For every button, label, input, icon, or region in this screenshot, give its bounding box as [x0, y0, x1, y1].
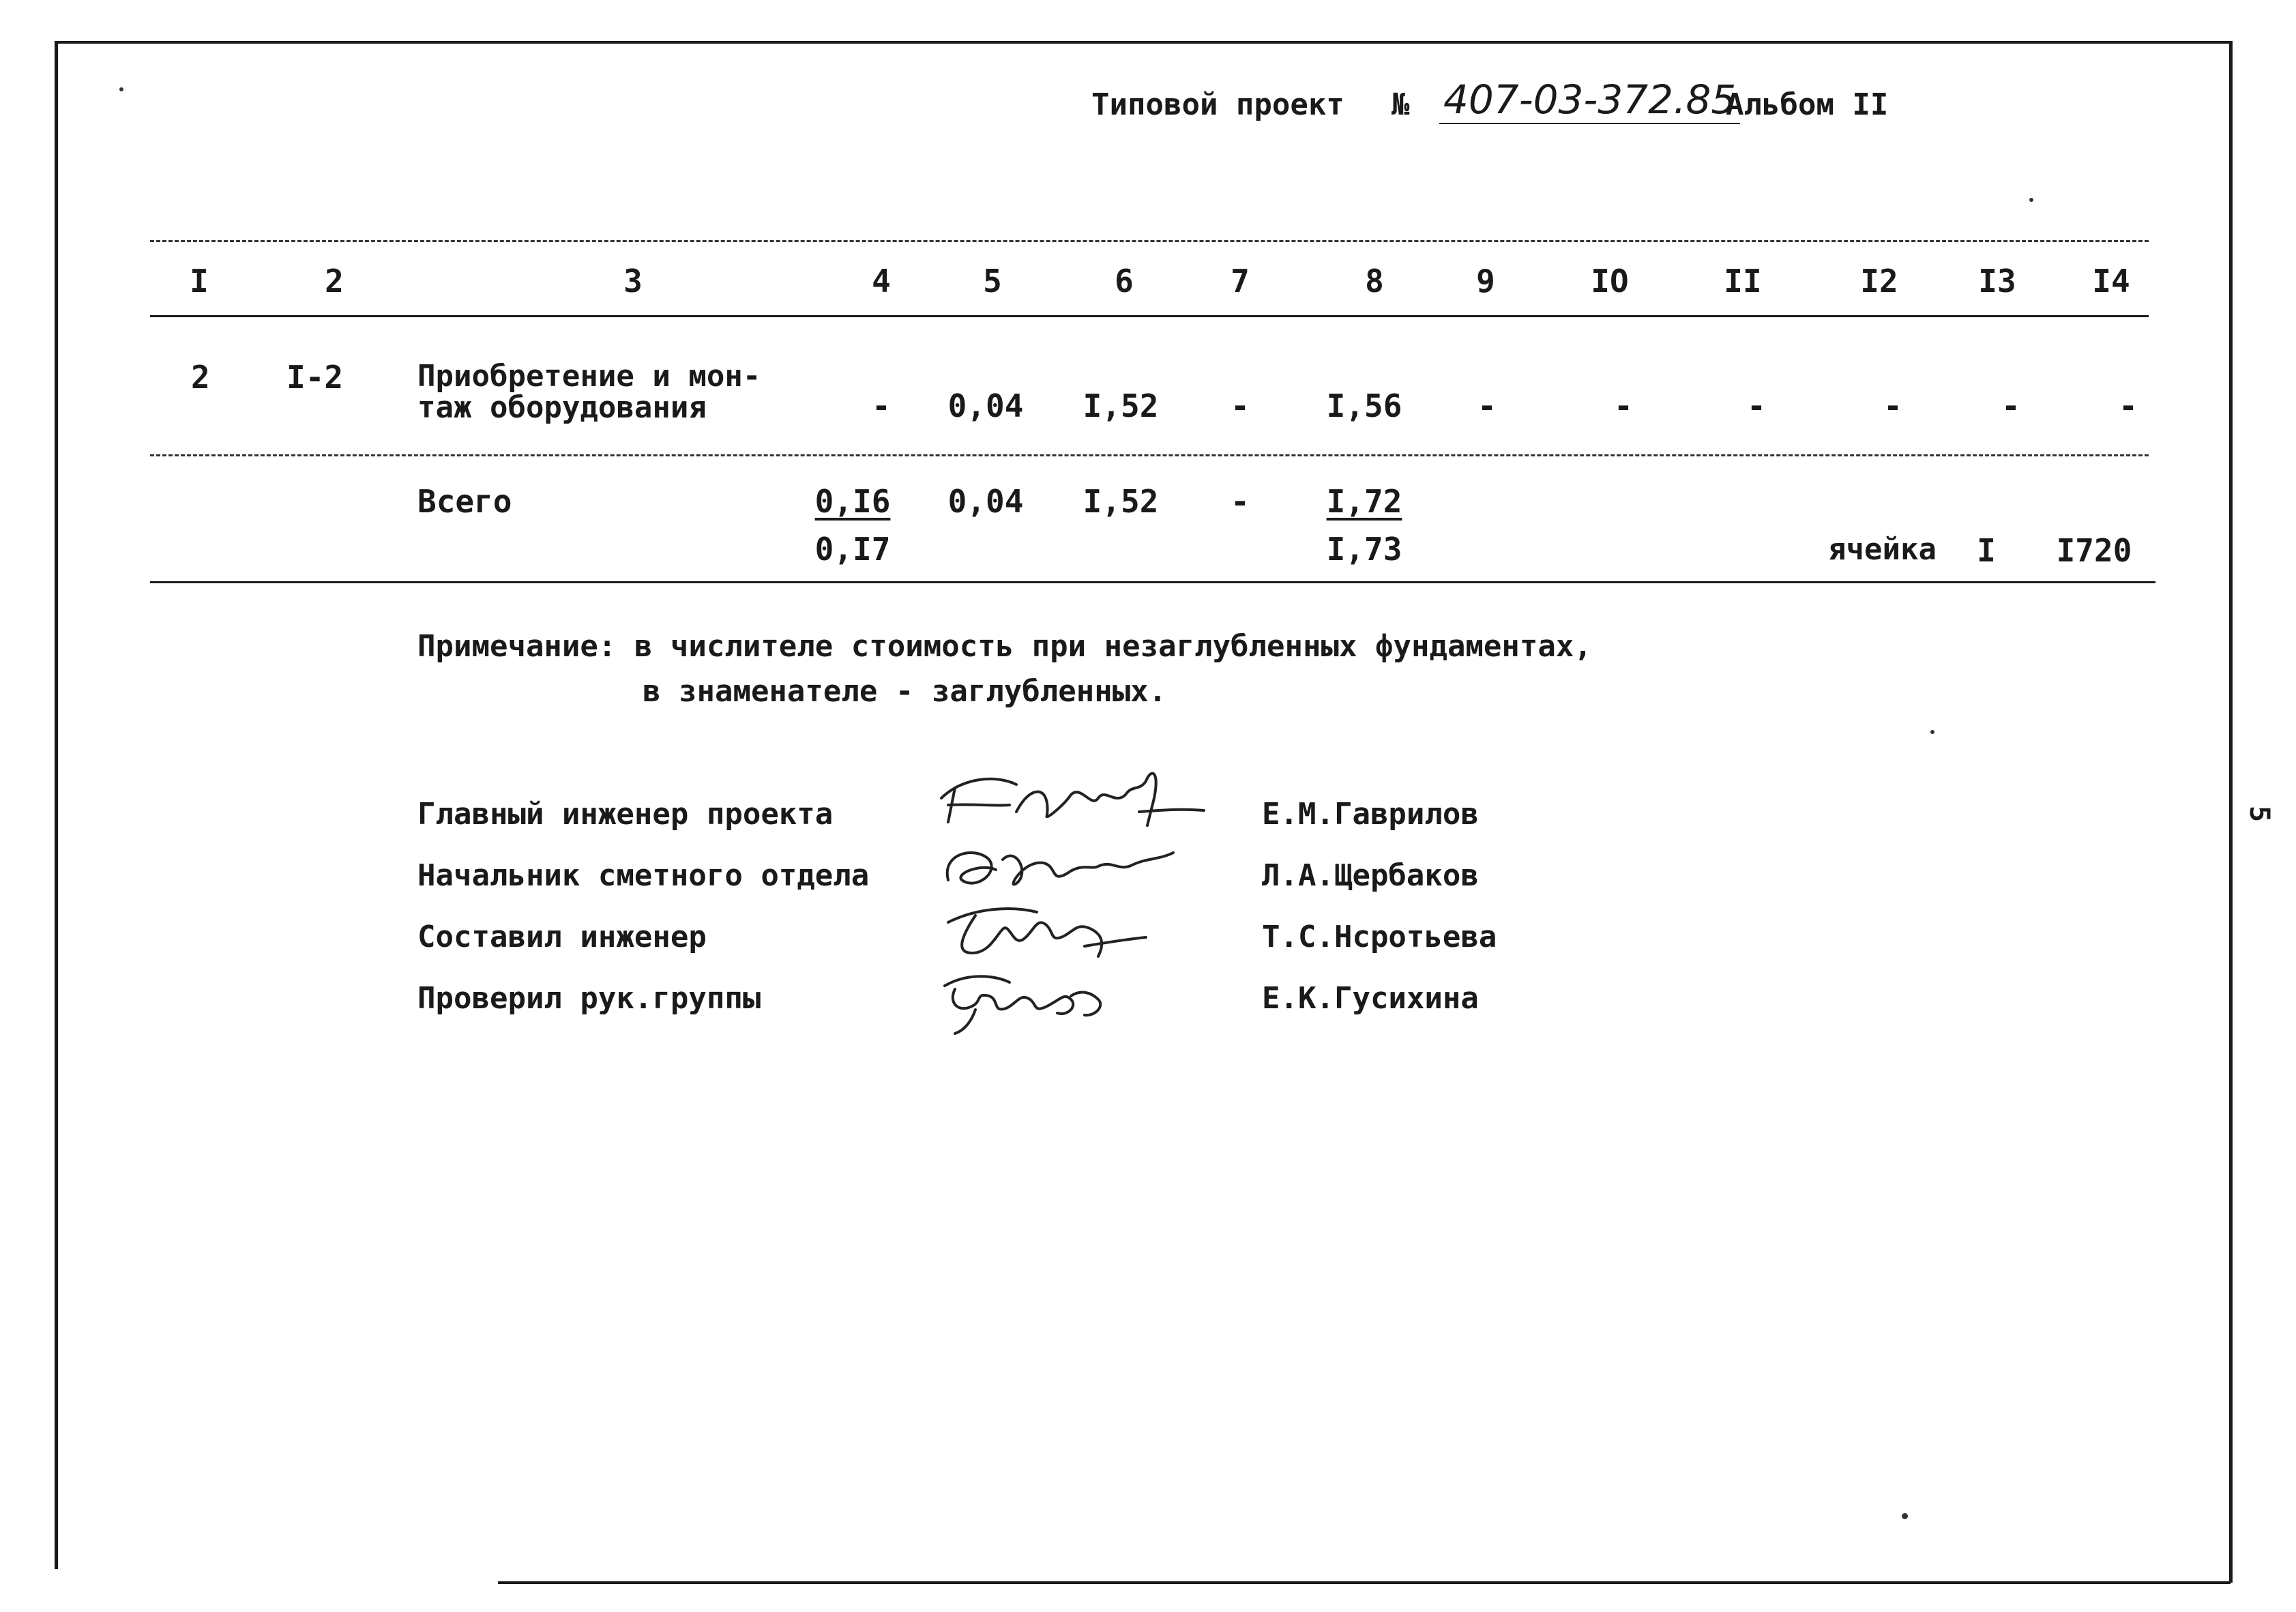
col-header-14: I4 — [2092, 263, 2130, 299]
row-separator-line — [150, 454, 2149, 456]
note-line1: Примечание: в числителе стоимость при незаглубленных фундаментах, — [417, 629, 1592, 664]
scan-speck — [119, 87, 123, 91]
col-header-12: I2 — [1860, 263, 1898, 299]
table-top-line — [150, 240, 2149, 242]
page-frame-top — [55, 41, 2231, 44]
total-col6: I,52 — [1083, 483, 1159, 520]
scan-speck — [1902, 1513, 1908, 1519]
col-header-5: 5 — [983, 263, 1002, 299]
col-header-3: 3 — [623, 263, 643, 299]
header-prefix: Типовой проект — [1091, 87, 1344, 122]
row1-col8: I,56 — [1326, 387, 1402, 424]
row1-col4: - — [872, 387, 891, 424]
col-header-11: II — [1724, 263, 1762, 299]
total-col8-numerator: I,72 — [1326, 483, 1402, 520]
signature-scribble-1 — [934, 757, 1207, 832]
page-frame-right — [2229, 41, 2233, 1583]
total-col5: 0,04 — [947, 483, 1024, 520]
row1-col12: - — [1883, 387, 1902, 424]
col-header-2: 2 — [325, 263, 344, 299]
total-col14: I720 — [2056, 532, 2132, 569]
row1-col10: - — [1614, 387, 1633, 424]
signature-role-1: Главный инженер проекта — [417, 797, 834, 832]
row1-col6: I,52 — [1083, 387, 1159, 424]
total-label: Всего — [417, 483, 512, 520]
header-number-sign: № — [1392, 87, 1410, 122]
page-frame-bottom — [498, 1581, 2231, 1584]
row1-col13: - — [2001, 387, 2020, 424]
total-col13: I — [1977, 532, 1996, 569]
row1-col2: I-2 — [286, 359, 344, 396]
col-header-7: 7 — [1231, 263, 1250, 299]
page-number: 5 — [2243, 805, 2276, 823]
total-col4-numerator: 0,I6 — [814, 483, 891, 520]
project-number: 407-03-372.85 — [1439, 76, 1740, 124]
scan-speck — [2029, 198, 2033, 202]
row1-col3-line2: таж оборудования — [417, 390, 707, 425]
row1-col1: 2 — [191, 359, 210, 396]
page-frame-left — [55, 41, 58, 1569]
total-col8-denominator: I,73 — [1326, 531, 1402, 568]
col-header-9: 9 — [1476, 263, 1495, 299]
col-header-8: 8 — [1365, 263, 1384, 299]
signature-role-3: Составил инженер — [417, 920, 707, 954]
signature-role-4: Проверил рук.группы — [417, 981, 761, 1016]
signature-role-2: Начальник сметного отдела — [417, 858, 870, 893]
row1-col7: - — [1231, 387, 1250, 424]
signature-name-1: Е.М.Гаврилов — [1262, 797, 1479, 832]
signature-name-4: Е.К.Гусихина — [1262, 981, 1479, 1016]
album-label: Альбом II — [1726, 87, 1889, 122]
signature-scribble-3 — [934, 895, 1153, 963]
col-header-6: 6 — [1115, 263, 1134, 299]
row1-col3-line1: Приобретение и мон- — [417, 359, 761, 394]
row1-col11: - — [1747, 387, 1766, 424]
row1-col5: 0,04 — [947, 387, 1024, 424]
signature-scribble-4 — [934, 962, 1125, 1037]
col-header-1: I — [190, 263, 209, 299]
col-header-13: I3 — [1978, 263, 2016, 299]
signature-name-2: Л.А.Щербаков — [1262, 858, 1479, 893]
signature-scribble-2 — [934, 832, 1180, 900]
total-col7: - — [1231, 483, 1250, 520]
col-header-10: IO — [1591, 263, 1629, 299]
note-line2: в знаменателе - заглубленных. — [643, 674, 1167, 709]
col-header-4: 4 — [872, 263, 891, 299]
total-col4-denominator: 0,I7 — [814, 531, 891, 568]
total-col12: ячейка — [1828, 532, 1937, 567]
row1-col14: - — [2119, 387, 2138, 424]
signature-name-3: Т.С.Нсротьева — [1262, 920, 1497, 954]
table-bottom-line — [150, 581, 2155, 583]
column-header-line — [150, 315, 2149, 317]
row1-col9: - — [1477, 387, 1497, 424]
scan-speck — [1930, 730, 1934, 734]
